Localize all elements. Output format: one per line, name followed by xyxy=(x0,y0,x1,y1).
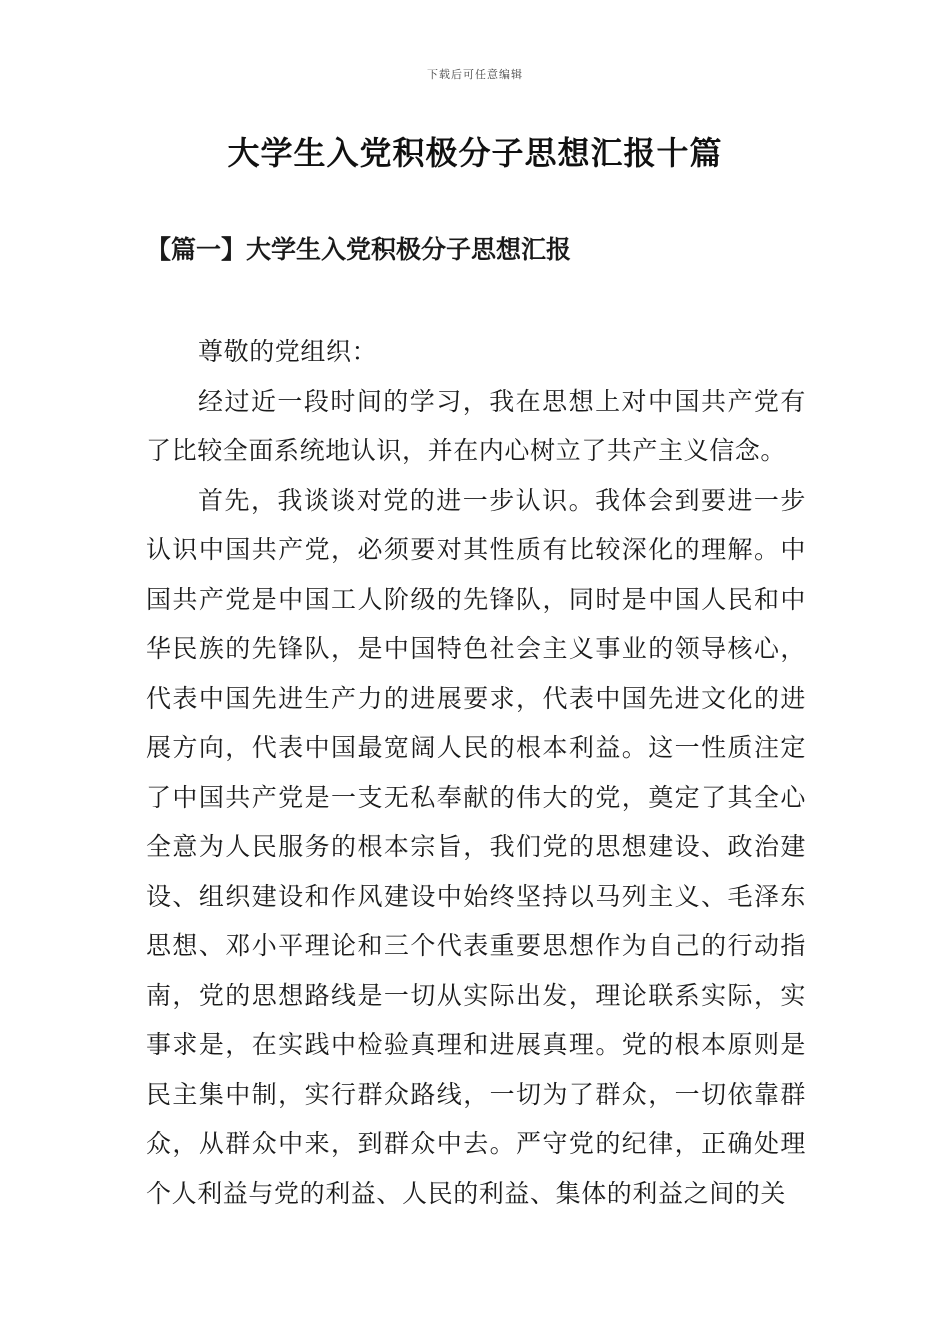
paragraph-2: 首先，我谈谈对党的进一步认识。我体会到要进一步认识中国共产党，必须要对其性质有比较深化的理解。中国共产党是中国工人阶级的先锋队，同时是中国人民和中华民族的先锋队，是中国特色社会主义事业的领导核心，代表中国先进生产力的进展要求，代表中国先进文化的进展方向，代表中国最宽阔人民的根本利益。这一性质注定了中国共产党是一支无私奉献的伟大的党，奠定了其全心全意为人民服务的根本宗旨，我们党的思想建设、政治建设、组织建设和作风建设中始终坚持以马列主义、毛泽东思想、邓小平理论和三个代表重要思想作为自己的行动指南，党的思想路线是一切从实际出发，理论联系实际，实事求是，在实践中检验真理和进展真理。党的根本原则是民主集中制，实行群众路线，一切为了群众，一切依靠群众，从群众中来，到群众中去。严守党的纪律，正确处理个人利益与党的利益、人民的利益、集体的利益之间的关 xyxy=(146,485,806,1208)
body-text xyxy=(146,327,806,1218)
document-title: 大学生入党积极分子思想汇报十篇 xyxy=(227,134,723,172)
salutation: 尊敬的党组织： xyxy=(198,337,378,366)
section-heading: 【篇一】大学生入党积极分子思想汇报 xyxy=(146,235,572,264)
paragraph-1: 经过近一段时间的学习，我在思想上对中国共产党有了比较全面系统地认识，并在内心树立了共产主义信念。 xyxy=(146,386,806,465)
header-note: 下载后可任意编辑 xyxy=(427,68,523,81)
